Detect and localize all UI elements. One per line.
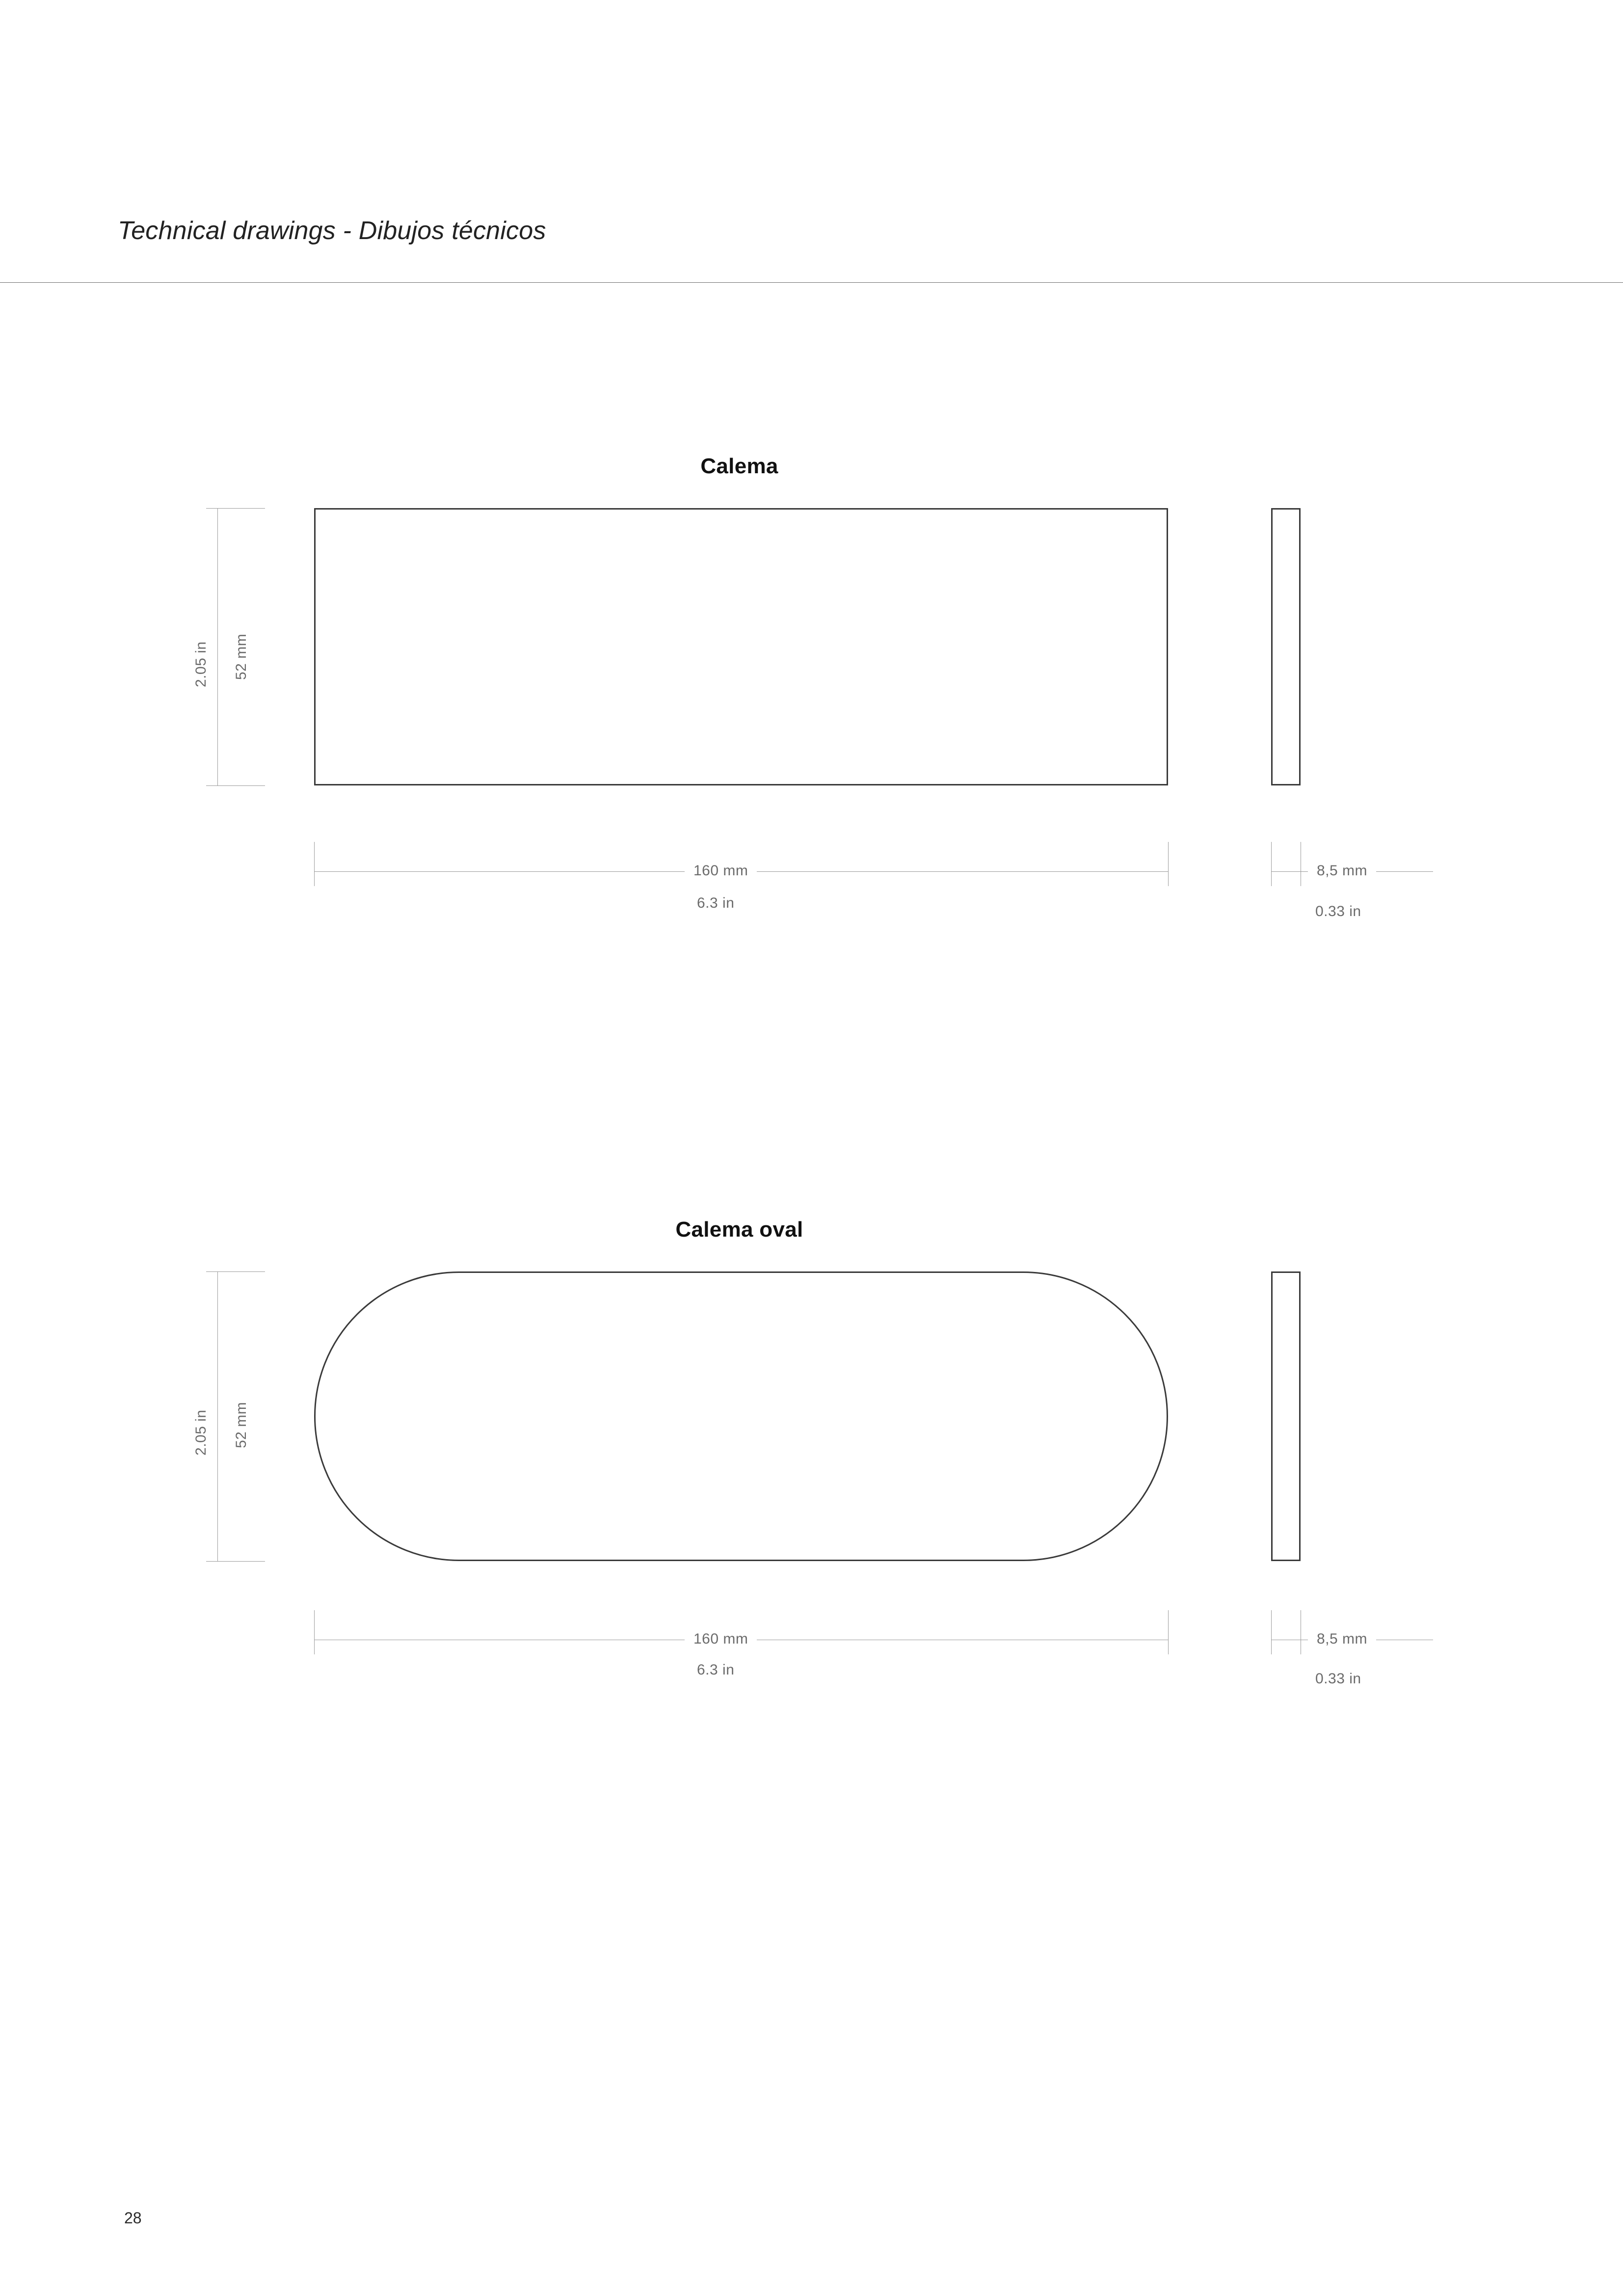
height-in-label-calema-oval: 2.05 in xyxy=(193,1409,209,1456)
height-mm-label-calema: 52 mm xyxy=(233,633,249,680)
width-mm-label-calema-oval: 160 mm xyxy=(685,1631,757,1648)
drawing-title-text: Calema oval xyxy=(675,1217,803,1242)
thickness-mm-label-calema-oval: 8,5 mm xyxy=(1308,1631,1376,1648)
height-extension-top-calema-oval xyxy=(206,1271,265,1272)
thickness-mm-label-calema: 8,5 mm xyxy=(1308,863,1376,879)
width-in-label-calema-oval: 6.3 in xyxy=(697,1662,735,1678)
drawing-title-calema-oval xyxy=(0,1217,1623,1242)
page-title: Technical drawings - Dibujos técnicos xyxy=(118,216,546,245)
width-extension-right-calema-oval xyxy=(1168,1610,1169,1654)
height-extension-bottom-calema-oval xyxy=(206,1561,265,1562)
height-in-label-calema: 2.05 in xyxy=(193,641,209,687)
width-mm-label-calema: 160 mm xyxy=(685,863,757,879)
page-number: 28 xyxy=(124,2209,142,2227)
height-mm-label-calema-oval: 52 mm xyxy=(233,1402,249,1448)
height-dimension-line-calema-oval xyxy=(217,1271,218,1561)
thickness-extension-left-calema-oval xyxy=(1271,1610,1272,1654)
thickness-in-label-calema-oval: 0.33 in xyxy=(1315,1671,1361,1687)
width-extension-left-calema-oval xyxy=(314,1610,315,1654)
front-view-calema-oval xyxy=(314,1271,1168,1561)
side-view-calema-oval xyxy=(1271,1271,1301,1561)
thickness-in-label-calema: 0.33 in xyxy=(1315,903,1361,919)
width-in-label-calema: 6.3 in xyxy=(697,895,735,911)
drawing-title-text: Calema xyxy=(700,454,778,478)
